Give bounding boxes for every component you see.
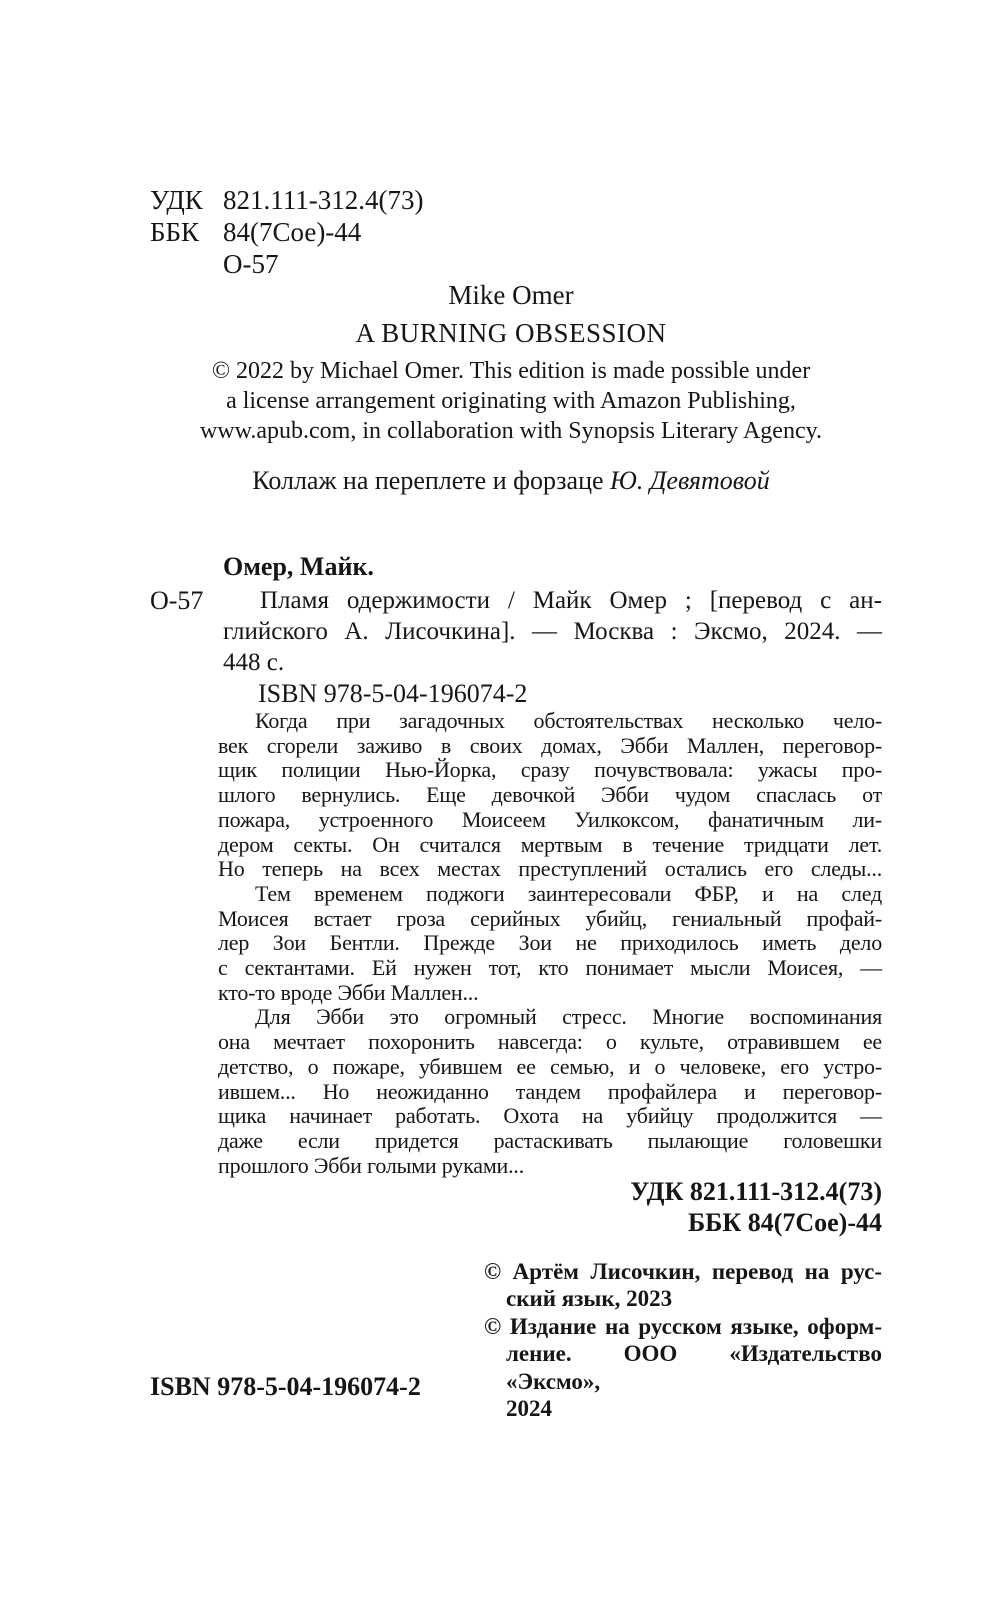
collage-credit-text: Коллаж на переплете и форзаце [252,466,611,495]
author-index-row [150,248,423,280]
original-title: A BURNING OBSESSION [355,318,667,348]
text-line: www.apub.com, in collaboration with Synopsis Literary Agency. [199,418,823,444]
biblio-description [223,585,882,678]
text-line: дером секты. Он считался мертвым в течение тридцати лет. [218,831,882,857]
text-line: ский язык, 2023 [506,1286,673,1312]
text-line: пожара, устроенного Моисеем Уилкоксом, фанатичным ли- [218,806,882,832]
text-line: Моисея встает гроза серийных убийц, гениальный профай- [218,905,882,931]
copyright-block [484,1258,882,1422]
text-line: лер Зои Бентли. Прежде Зои не приходилось иметь дело [218,930,882,956]
text-line: Но теперь на всех местах преступлений остались его следы... [218,856,882,882]
author-index-spacer [150,248,223,280]
biblio-index-label: О-57 [150,586,204,615]
bbk-row [150,216,423,248]
text-line: © Издание на русском языке, оформ- [484,1313,882,1339]
text-line: ББК 84(7Сое)-44 [687,1208,882,1237]
text-line: кто-то вроде Эбби Маллен... [218,979,479,1005]
text-line: © 2022 by Michael Omer. This edition is made possible under [211,358,811,384]
text-line: глийского А. Лисочкина]. — Москва : Эксмо, 2024. — [223,618,882,645]
text-line: прошлого Эбби голыми руками... [218,1152,525,1178]
author-index-value: О-57 [223,249,279,279]
udc-label: УДК [150,185,203,215]
udc-footer-block [630,1176,882,1238]
text-line: даже если придется растаскивать пылающие головешки [218,1127,882,1153]
text-line: ившем... Но неожиданно тандем профайлера и переговор- [218,1078,882,1104]
text-line: © Артём Лисочкин, перевод на рус- [484,1259,882,1284]
bbk-value: 84(7Сое)-44 [223,217,362,247]
udc-row [150,184,423,216]
text-line: УДК 821.111-312.4(73) [630,1177,882,1206]
text-line: Для Эбби это огромный стресс. Многие воспоминания [255,1004,882,1030]
annotation-paragraph-2 [218,882,882,1006]
collage-credit [140,466,882,496]
biblio-author-heading: Омер, Майк. [223,552,374,581]
annotation-paragraph-1 [218,709,882,882]
annotation-block [218,709,882,1178]
text-line: a license arrangement originating with Amazon Publishing, [226,388,796,414]
udc-classification-block [150,184,423,280]
text-line: ление. ООО «Издательство «Эксмо», [506,1341,882,1394]
text-line: век сгорели заживо в своих домах, Эбби Маллен, переговор- [218,732,882,758]
copyright-translation-entry [484,1258,882,1313]
udc-value: 821.111-312.4(73) [223,185,424,215]
text-line: Тем временем поджоги заинтересовали ФБР, и на след [255,880,882,906]
isbn-footer: ISBN 978-5-04-196074-2 [150,1372,421,1401]
text-line: 2024 [506,1396,552,1422]
isbn-number: ISBN 978-5-04-196074-2 [258,679,528,708]
text-line: она мечтает похоронить навсегда: о культе, отравившем ее [218,1029,882,1055]
bbk-label: ББК [150,217,200,247]
text-line: щика начинает работать. Охота на убийцу продолжится — [218,1103,882,1129]
text-line: Пламя одержимости / Майк Омер ; [перевод с ан- [260,587,882,614]
original-author: Mike Omer [448,280,574,310]
copyright-edition-entry [484,1313,882,1423]
collage-credit-name: Ю. Девятовой [610,466,770,495]
text-line: шлого вернулись. Еще девочкой Эбби чудом спаслась от [218,782,882,808]
text-line: детство, о пожаре, убившем ее семью, и о человеке, его устро- [218,1053,882,1079]
license-notice [140,356,882,446]
text-line: Когда при загадочных обстоятельствах несколько чело- [255,708,882,733]
original-title-block [140,278,882,446]
text-line: 448 с. [223,649,285,676]
annotation-paragraph-3 [218,1005,882,1178]
text-line: с сектантами. Ей нужен тот, кто понимает мысли Моисея, — [218,955,882,981]
text-line: щик полиции Нью-Йорка, сразу почувствовала: ужасы про- [218,757,882,783]
